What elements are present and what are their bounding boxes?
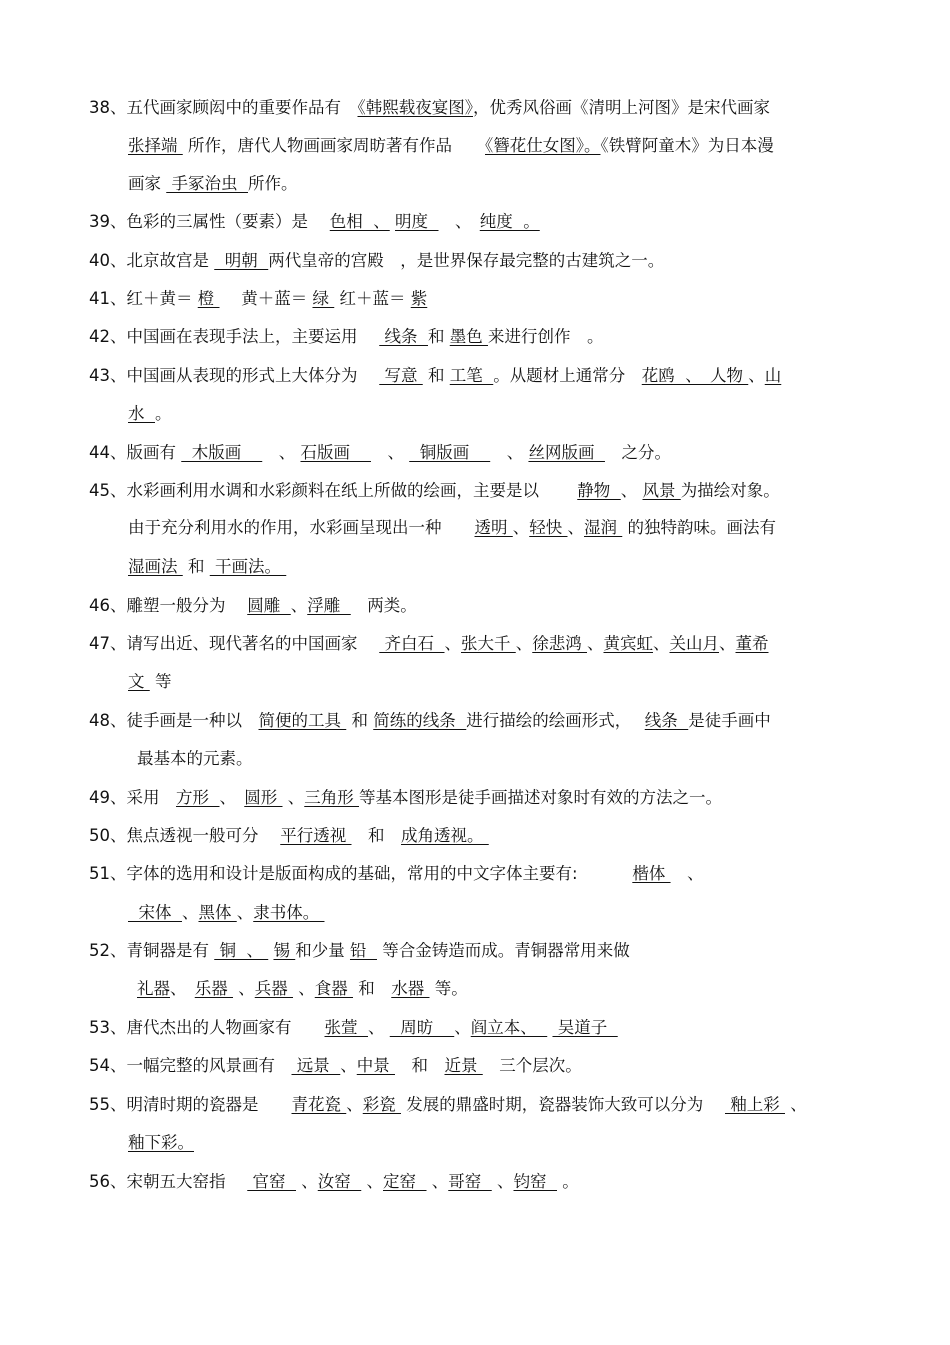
question-text: 46、雕塑一般分为 [89, 596, 248, 615]
question-text: 、 [491, 1172, 514, 1191]
question-text: 43、中国画从表现的形式上大体分为 [89, 366, 380, 385]
question-text: 、 [236, 903, 254, 922]
answer-text: 《韩熙载夜宴图》 [357, 98, 473, 117]
answer-text: 紫 [410, 289, 428, 308]
question-text: ，优秀风俗画《清明上河图》是宋代画家 [473, 98, 770, 117]
answer-text: 色相 、 [329, 212, 390, 231]
question-text: 和 [182, 557, 210, 576]
question-text: 、 [490, 443, 529, 462]
answer-text: 周昉 [389, 1018, 455, 1037]
answer-text: 静物 [577, 481, 621, 500]
answer-text: 明朝 [214, 251, 269, 270]
answer-text: 工笔 [449, 366, 494, 385]
answer-text: 橙 [197, 289, 220, 308]
answer-text: 铜 、 [214, 941, 269, 960]
question-text: 、 [219, 788, 245, 807]
text-line [89, 365, 781, 387]
question-text: 、 [181, 903, 199, 922]
question-text: 44、版画有 [89, 443, 182, 462]
answer-text: 中景 [356, 1056, 395, 1075]
question-text: 的独特韵味。画法有 [622, 518, 776, 537]
answer-text: 三角形 [304, 788, 359, 807]
question-text: 、 [346, 1095, 363, 1114]
text-line [89, 97, 770, 119]
answer-text: 钧窑 [513, 1172, 557, 1191]
question-text: 和 [351, 826, 401, 845]
text-line [128, 403, 172, 425]
question-text: 、 [719, 634, 736, 653]
question-text: 是徒手画中 [688, 711, 771, 730]
question-text: 、 [368, 1018, 390, 1037]
question-text: 三个层次。 [482, 1056, 582, 1075]
question-text: 、 [296, 1172, 318, 1191]
question-text: 51、字体的选用和设计是版面构成的基础，常用的中文字体主要有: [89, 864, 633, 883]
question-text: 进行描绘的绘画形式， [466, 711, 645, 730]
answer-text: 锡 [273, 941, 296, 960]
text-line [128, 173, 298, 195]
question-text: 等基本图形是徒手画描述对象时有效的方法之一。 [359, 788, 722, 807]
question-text: 等 [149, 672, 172, 691]
text-line [89, 787, 722, 809]
question-text: 、 [567, 518, 584, 537]
question-text: 、 [620, 481, 643, 500]
text-line [128, 1132, 194, 1154]
answer-text: 简便的工具 [258, 711, 347, 730]
question-text: 。从题材上通常分 [493, 366, 642, 385]
answer-text: 平行透视 [280, 826, 352, 845]
question-text: 、 [512, 518, 530, 537]
question-text: 所作，唐代人物画画家周昉著有作品 [182, 136, 485, 155]
answer-text: 彩瓷 [362, 1095, 401, 1114]
answer-text: 纯度 。 [479, 212, 540, 231]
question-text: 和 [395, 1056, 445, 1075]
answer-text: 花鸥 、 人物 [641, 366, 749, 385]
text-line [137, 978, 468, 1000]
question-text: 、 [361, 1172, 383, 1191]
question-text: 、 [438, 212, 480, 231]
question-text: 和 [422, 366, 450, 385]
question-text: 50、焦点透视一般可分 [89, 826, 281, 845]
answer-text: 徐悲鸿 [532, 634, 587, 653]
answer-text: 青花瓷 [291, 1095, 347, 1114]
answer-text: 手冢治虫 [166, 174, 248, 193]
answer-text: 隶书体。 [253, 903, 325, 922]
answer-text: 《簪花仕女图》。 [485, 136, 601, 155]
text-line [89, 1094, 807, 1116]
answer-text: 张择端 [128, 136, 183, 155]
question-text: 、 [587, 634, 604, 653]
text-line [89, 825, 489, 847]
question-text: 黄＋蓝＝ [219, 289, 313, 308]
question-text: 等合金铸造而成。青铜器常用来做 [376, 941, 630, 960]
question-text: 两代皇帝的宫殿 ，是世界保存最完整的古建筑之一。 [268, 251, 665, 270]
answer-text: 圆雕 [247, 596, 291, 615]
question-text: 来进行创作 。 [488, 327, 604, 346]
answer-text: 关山月 [669, 634, 719, 653]
question-text: 和 [353, 979, 392, 998]
question-text: 、 [454, 1018, 471, 1037]
answer-text: 黑体 [198, 903, 237, 922]
question-text: 38、五代画家顾闳中的重要作品有 [89, 98, 358, 117]
text-line [128, 517, 776, 539]
text-line [89, 480, 780, 502]
answer-text: 官窑 [247, 1172, 296, 1191]
answer-text: 湿画法 [128, 557, 183, 576]
question-text: 41、红＋黄＝ [89, 289, 198, 308]
question-text: 和 [346, 711, 374, 730]
answer-text: 铜版画 [409, 443, 491, 462]
question-text: 所作。 [248, 174, 298, 193]
text-line [89, 940, 630, 962]
question-text: 、 [370, 443, 410, 462]
question-text: 54、一幅完整的风景画有 [89, 1056, 292, 1075]
answer-text: 楷体 [632, 864, 671, 883]
question-text: 55、明清时期的瓷器是 [89, 1095, 292, 1114]
answer-text: 浮雕 [307, 596, 351, 615]
question-text: 、 [515, 634, 533, 653]
answer-text: 明度 [395, 212, 439, 231]
text-line [128, 902, 324, 924]
question-text: 由于充分利用水的作用，水彩画呈现出一种 [128, 518, 475, 537]
question-text: 、 [340, 1056, 357, 1075]
answer-text: 写意 [379, 366, 423, 385]
question-text: 发展的鼎盛时期，瓷器装饰大致可以分为 [401, 1095, 725, 1114]
answer-text: 张大千 [461, 634, 516, 653]
answer-text: 近景 [444, 1056, 483, 1075]
answer-text: 汝窑 [317, 1172, 362, 1191]
text-line [89, 326, 604, 348]
question-text: 最基本的元素。 [137, 749, 253, 768]
answer-text: 丝网版画 [528, 443, 605, 462]
question-text: 45、水彩画利用水调和水彩颜料在纸上所做的绘画，主要是以 [89, 481, 578, 500]
text-line [128, 671, 172, 693]
answer-text: 圆形 [244, 788, 283, 807]
text-line [89, 595, 417, 617]
question-text: 、 [426, 1172, 449, 1191]
text-line [128, 556, 286, 578]
question-text: 、 [233, 979, 255, 998]
text-line [89, 442, 671, 464]
answer-text: 成角透视。 [401, 826, 489, 845]
answer-text: 定窑 [383, 1172, 427, 1191]
text-line [89, 1171, 579, 1193]
question-text: 、 [653, 634, 670, 653]
answer-text: 礼器 [137, 979, 170, 998]
answer-text: 线条 [644, 711, 689, 730]
answer-text: 黄宾虹 [603, 634, 653, 653]
answer-text: 水 [128, 404, 155, 423]
question-text: 之分。 [604, 443, 671, 462]
text-line [89, 710, 771, 732]
answer-text: 张萱 [324, 1018, 368, 1037]
answer-text: 阎立本、 [470, 1018, 548, 1037]
answer-text: 风景 [642, 481, 681, 500]
answer-text: 吴道子 [552, 1018, 618, 1037]
answer-text: 宋体 [128, 903, 182, 922]
answer-text: 远景 [291, 1056, 341, 1075]
question-text: 。 [155, 404, 172, 423]
answer-text: 绿 [312, 289, 335, 308]
answer-text: 线条 [379, 327, 428, 346]
text-line [89, 1055, 582, 1077]
answer-text: 墨色 [449, 327, 488, 346]
answer-text: 哥窑 [448, 1172, 492, 1191]
answer-text: 董希 [735, 634, 769, 653]
question-text: 、 [748, 366, 765, 385]
question-text: 为描绘对象。 [680, 481, 780, 500]
question-text: 画家 [128, 174, 167, 193]
question-text: 、 [290, 596, 308, 615]
answer-text: 方形 [176, 788, 220, 807]
text-line [89, 250, 664, 272]
question-text: 、 [170, 979, 195, 998]
answer-text: 简练的线条 [373, 711, 467, 730]
question-text: 49、采用 [89, 788, 176, 807]
question-text: 《铁臂阿童木》为日本漫 [600, 136, 774, 155]
answer-text: 齐白石 [379, 634, 445, 653]
question-text: 。 [557, 1172, 579, 1191]
question-text: 、 [262, 443, 301, 462]
text-line [128, 135, 774, 157]
question-text: 、 [444, 634, 461, 653]
answer-text: 干画法。 [209, 557, 287, 576]
question-text: 、 [670, 864, 704, 883]
question-text: 56、宋朝五大窑指 [89, 1172, 248, 1191]
answer-text: 釉下彩。 [128, 1133, 194, 1152]
answer-text: 文 [128, 672, 150, 691]
question-text: 48、徒手画是一种以 [89, 711, 259, 730]
question-text: 、 [293, 979, 315, 998]
text-line [89, 288, 427, 310]
question-text: 42、中国画在表现手法上，主要运用 [89, 327, 380, 346]
answer-text: 透明 [474, 518, 513, 537]
answer-text: 乐器 [194, 979, 233, 998]
question-text: 两类。 [350, 596, 417, 615]
question-text: 、 [785, 1095, 807, 1114]
question-text: 39、色彩的三属性（要素）是 [89, 212, 330, 231]
question-text: 47、请写出近、现代著名的中国画家 [89, 634, 380, 653]
text-line [89, 863, 704, 885]
text-line [89, 1017, 618, 1039]
text-line [137, 748, 253, 770]
question-text: 53、唐代杰出的人物画家有 [89, 1018, 325, 1037]
answer-text: 釉上彩 [725, 1095, 785, 1114]
question-text: 红＋蓝＝ [334, 289, 411, 308]
answer-text: 兵器 [254, 979, 293, 998]
text-line [89, 211, 540, 233]
text-line [89, 633, 769, 655]
question-text: 52、青铜器是有 [89, 941, 215, 960]
question-text: 和 [428, 327, 450, 346]
answer-text: 铅 [349, 941, 377, 960]
question-text: 40、北京故宫是 [89, 251, 215, 270]
question-text: 等。 [429, 979, 468, 998]
answer-text: 木版画 [181, 443, 263, 462]
answer-text: 轻快 [529, 518, 568, 537]
question-text: 和少量 [295, 941, 350, 960]
answer-text: 石版画 [300, 443, 371, 462]
answer-text: 湿润 [584, 518, 623, 537]
answer-text: 山 [764, 366, 782, 385]
answer-text: 食器 [314, 979, 353, 998]
question-text: 、 [282, 788, 305, 807]
answer-text: 水器 [391, 979, 430, 998]
